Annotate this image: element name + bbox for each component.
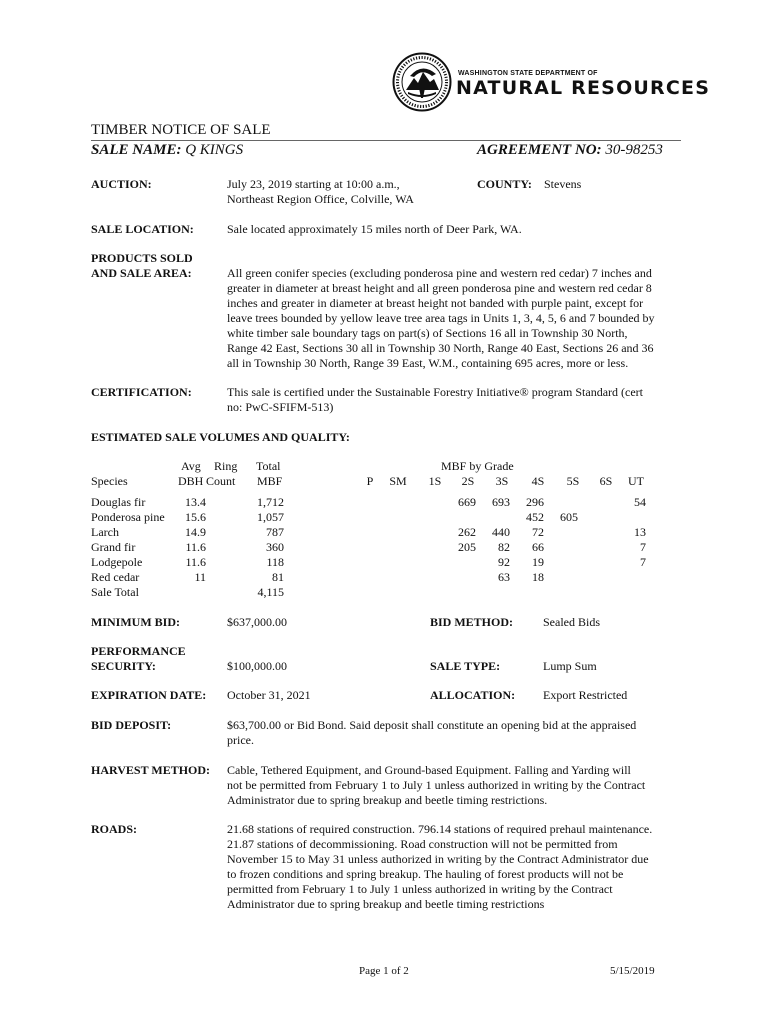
performance-value: $100,000.00 [227,659,287,673]
harvest-line: Administrator due to spring breakup and beetle timing restrictions. [227,793,548,807]
harvest-line: Cable, Tethered Equipment, and Ground-based Equipment. Falling and Yarding will [227,763,631,777]
col-header-ring: Ring [214,459,238,473]
row-grade-3s: 63 [498,570,510,584]
grade-header-3s: 3S [495,474,509,488]
products-line: inches and greater in diameter at breast height not banded with purple paint, except for [227,296,644,310]
auction-line-1: July 23, 2019 starting at 10:00 a.m., [227,177,400,191]
products-label-line-1: PRODUCTS SOLD [91,251,193,265]
row-grade-2s: 669 [458,495,476,509]
agency-subtitle: WASHINGTON STATE DEPARTMENT OF [458,70,598,77]
row-species: Grand fir [91,540,136,554]
row-species: Lodgepole [91,555,143,569]
products-line: Range 42 East, Sections 30 all in Township 30 North, Range 40 East, Sections 26 and 36 [227,341,654,355]
sale-location-label: SALE LOCATION: [91,222,194,236]
grade-header-4s: 4S [531,474,545,488]
row-grade-4s: 296 [526,495,544,509]
row-species: Douglas fir [91,495,146,509]
roads-line: November 15 to May 31 unless authorized in writing by the Contract Administrator due [227,852,649,866]
row-total: 360 [266,540,284,554]
row-dbh: 11.6 [185,555,206,569]
bid-deposit-line-1: $63,700.00 or Bid Bond. Said deposit shall constitute an opening bid at the appraised [227,718,637,732]
certification-label: CERTIFICATION: [91,385,192,399]
products-line: all in Township 30 North, Range 39 East, W.M., containing 695 acres, more or less. [227,356,629,370]
row-grade-4s: 452 [526,510,544,524]
grade-header-1s: 1S [428,474,442,488]
products-line: leave trees bounded by yellow leave tree area tags in Units 1, 3, 4, 5, 6 and 7 bounded by [227,311,655,325]
sale-name-label: SALE NAME: [91,142,182,158]
roads-label: ROADS: [91,822,138,836]
row-grade-ut: 7 [640,540,646,554]
row-grade-4s: 72 [532,525,544,539]
certification-line-2: no: PwC-SFIFM-513) [227,400,334,414]
row-dbh: 15.6 [185,510,206,524]
col-header-dbh: DBH [178,474,204,488]
row-total: 1,057 [257,510,284,524]
bid-deposit-line-2: price. [227,733,254,747]
grade-header-p: P [366,474,374,488]
row-species: Larch [91,525,119,539]
expiration-value: October 31, 2021 [227,688,311,702]
row-species: Red cedar [91,570,140,584]
row-grade-2s: 262 [458,525,476,539]
harvest-line: not be permitted from February 1 to July 1 unless authorized in writing by the Contract [227,778,646,792]
auction-label: AUCTION: [91,177,152,191]
minimum-bid-value: $637,000.00 [227,615,287,629]
products-line: All green conifer species (excluding ponderosa pine and western red cedar) 7 inches and [227,266,652,280]
products-line: greater in diameter at breast height and all green ponderosa pine and western red cedar 8 [227,281,652,295]
col-header-mbf-by-grade: MBF by Grade [441,459,514,473]
county-label: COUNTY: [477,177,532,191]
row-grade-ut: 54 [634,495,646,509]
row-dbh: 14.9 [185,525,206,539]
row-grade-ut: 7 [640,555,646,569]
bid-method-label: BID METHOD: [430,615,514,629]
certification-line-1: This sale is certified under the Sustainable Forestry Initiative® program Standard (cert [227,385,643,399]
volumes-heading: ESTIMATED SALE VOLUMES AND QUALITY: [91,430,350,444]
grade-header-2s: 2S [461,474,475,488]
row-grade-4s: 66 [532,540,544,554]
agency-title: NATURAL RESOURCES [456,77,711,99]
expiration-label: EXPIRATION DATE: [91,688,207,702]
footer-date: 5/15/2019 [610,965,655,977]
sale-type-value: Lump Sum [543,659,597,673]
grade-header-sm: SM [389,474,407,488]
agreement-label: AGREEMENT NO: [477,142,602,158]
roads-line: 21.68 stations of required construction. 796.14 stations of required prehaul maintenance. [227,822,653,836]
roads-line: permitted from February 1 to July 1 unless authorized in writing by the Contract [227,882,613,896]
row-species: Ponderosa pine [91,510,165,524]
allocation-value: Export Restricted [543,688,628,702]
row-grade-3s: 92 [498,555,510,569]
grade-header-6s: 6S [599,474,613,488]
auction-line-2: Northeast Region Office, Colville, WA [227,192,414,206]
row-total: 118 [266,555,284,569]
sale-name [91,142,243,159]
grade-header-5s: 5S [566,474,580,488]
products-label-line-2: AND SALE AREA: [91,266,192,280]
col-header-total: Total [256,459,281,473]
row-grade-3s: 82 [498,540,510,554]
bid-method-value: Sealed Bids [543,615,600,629]
col-header-mbf: MBF [257,474,283,488]
row-dbh: 13.4 [185,495,206,509]
minimum-bid-label: MINIMUM BID: [91,615,180,629]
sale-type-label: SALE TYPE: [430,659,501,673]
document-title: TIMBER NOTICE OF SALE [91,122,271,138]
performance-label-line-2: SECURITY: [91,659,156,673]
page-number: Page 1 of 2 [359,965,409,977]
row-dbh: 11.6 [185,540,206,554]
row-grade-5s: 605 [560,510,578,524]
agreement-number [477,142,663,159]
row-species-total: Sale Total [91,585,139,599]
roads-line: 21.87 stations of decommissioning. Road construction will not be permitted from [227,837,618,851]
county-value: Stevens [544,177,582,191]
row-total-sum: 4,115 [257,585,284,599]
col-header-count: Count [206,474,236,488]
dnr-seal-logo [392,52,452,112]
sale-location-value: Sale located approximately 15 miles north of Deer Park, WA. [227,222,522,236]
row-grade-3s: 440 [492,525,510,539]
roads-line: to frozen conditions and spring breakup. The hauling of forest products will not be [227,867,624,881]
row-grade-2s: 205 [458,540,476,554]
row-grade-ut: 13 [634,525,646,539]
row-grade-4s: 18 [532,570,544,584]
row-dbh: 11 [194,570,206,584]
row-grade-3s: 693 [492,495,510,509]
row-grade-4s: 19 [532,555,544,569]
grade-header-ut: UT [628,474,644,488]
performance-label-line-1: PERFORMANCE [91,644,186,658]
col-header-species: Species [91,474,128,488]
harvest-method-label: HARVEST METHOD: [91,763,211,777]
row-total: 1,712 [257,495,284,509]
sale-name-value: Q KINGS [185,142,244,158]
row-total: 81 [272,570,284,584]
products-line: white timber sale boundary tags on part(s) of Sections 16 all in Township 30 North, [227,326,628,340]
agreement-value: 30-98253 [605,142,663,158]
bid-deposit-label: BID DEPOSIT: [91,718,172,732]
title-divider [91,140,681,141]
col-header-avg: Avg [181,459,201,473]
row-total: 787 [266,525,284,539]
roads-line: Administrator due to spring breakup and beetle timing restrictions [227,897,545,911]
allocation-label: ALLOCATION: [430,688,516,702]
